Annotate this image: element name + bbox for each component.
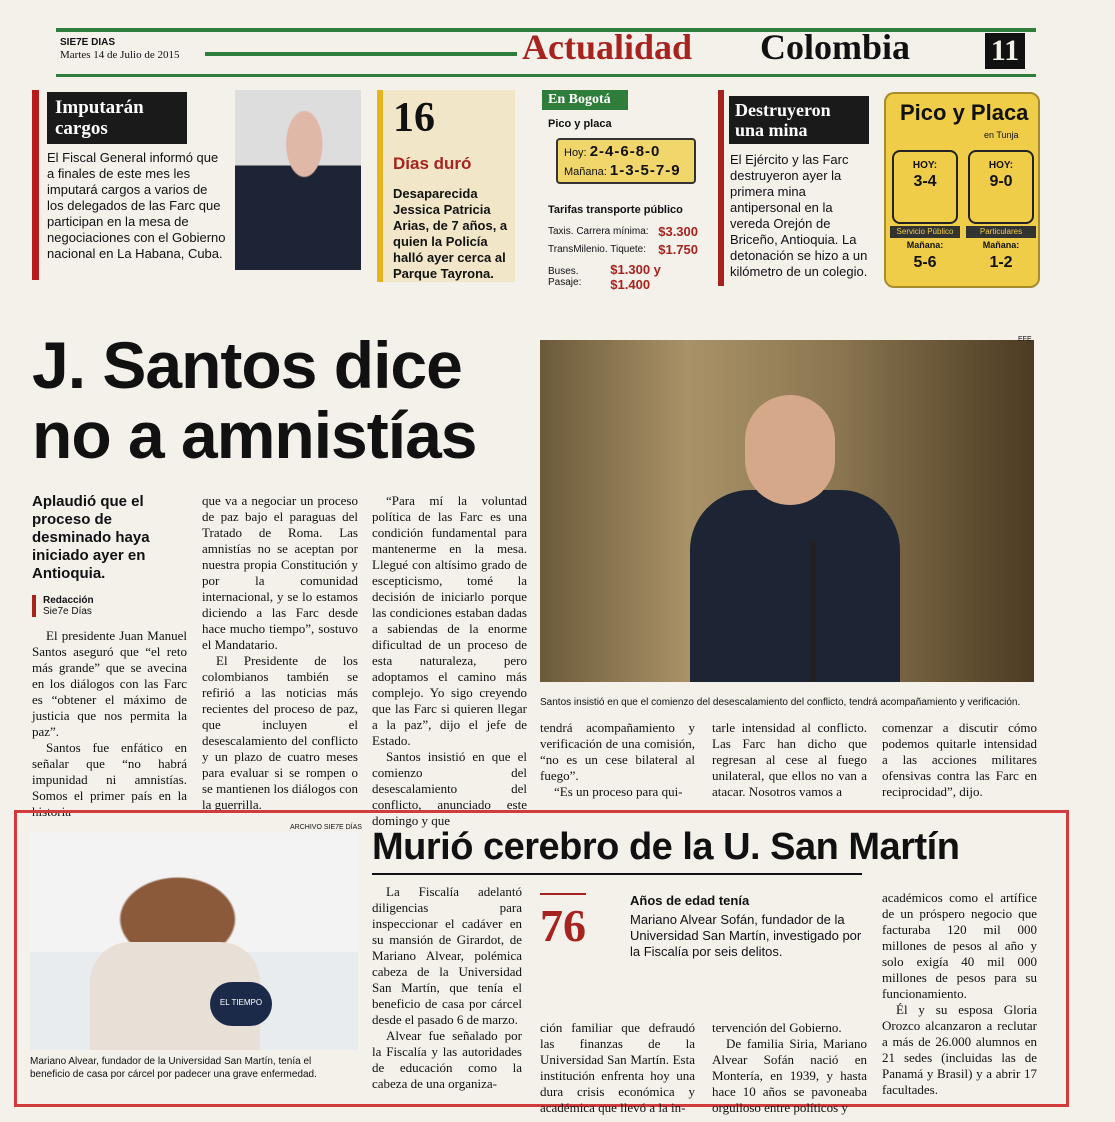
story-column — [540, 1020, 695, 1116]
country-title: Colombia — [760, 27, 911, 67]
brief-dias — [377, 90, 515, 282]
manana-label: Mañana: — [982, 240, 1020, 250]
brief-text: Desaparecida Jessica Patricia Arias, de 7 años, a quien la Policía halló ayer cerca al Parque Tayrona. — [393, 186, 508, 281]
pico-label: Pico y placa — [548, 118, 612, 130]
brief-pico-tunja — [884, 92, 1040, 288]
story-column — [882, 720, 1037, 800]
brand-label: SIE7E DIAS — [60, 37, 116, 48]
story-column — [32, 628, 187, 820]
publico-hoy: 3-4 — [913, 173, 937, 190]
brief-bogota — [540, 90, 705, 292]
stat-text: Mariano Alvear Sofán, fundador de la Universidad San Martín, investigado por la Fiscalía por seis delitos. — [630, 912, 862, 959]
main-deck: Aplaudió que el proceso de desminado haya iniciado ayer en Antioquia. — [32, 493, 150, 582]
story-column — [712, 720, 867, 800]
byline-label: Redacción — [43, 595, 94, 606]
paragraph: comenzar a discutir cómo podemos quitarle intensidad a las acciones militares ofensivas contra las Farc en reciprocidad”, dijo. — [882, 720, 1037, 799]
particular-label: Particulares — [966, 226, 1036, 238]
story-column — [712, 1020, 867, 1116]
story-column — [372, 884, 522, 1092]
stat-number: 76 — [540, 893, 586, 952]
paragraph: Alvear fue señalado por la Fiscalía y las autoridades de educación como la cabeza de una organiza- — [372, 1028, 522, 1091]
publico-label: Servicio Público — [890, 226, 960, 238]
tarifa-value: $3.300 — [658, 224, 698, 239]
story-column — [372, 493, 527, 829]
brief-title: En Bogotá — [542, 90, 628, 110]
plate-widget — [556, 138, 696, 184]
header-bottom-rule — [56, 74, 1036, 77]
tarifa-label: Taxis. Carrera mínima: — [548, 226, 649, 237]
santos-photo — [540, 340, 1034, 682]
photo-caption: Santos insistió en que el comienzo del desescalamiento del conflicto, tendrá acompañamiento y verificación. — [540, 697, 1021, 708]
paragraph: tarle intensidad al conflicto. Las Farc han dicho que regresan al cese al fuego unilateral, que ellos no van a atacar. Nosotros vamos a — [712, 720, 867, 799]
byline — [32, 595, 94, 617]
tarifa-value: $1.750 — [658, 242, 698, 257]
brief-subtitle: Días duró — [393, 154, 472, 173]
main-headline: J. Santos dice no a amnistías — [32, 328, 477, 472]
brief-mina — [718, 90, 868, 286]
paragraph: Santos fue enfático en señalar que “no habrá impunidad ni amnistías. Somos el primer país en la historia — [32, 740, 187, 819]
brief-number: 16 — [393, 95, 435, 141]
paragraph: que va a negociar un proceso de paz bajo el paraguas del Tratado de Roma. Las amnistías no se aceptan por nuestra propia Constitución y por la comunidad internacional, y se lo estamos diciendo a las Farc desde hace mucho tiempo”, sostuvo el Mandatario. — [202, 493, 358, 652]
paragraph: De familia Siria, Mariano Alvear Sofán nació en Montería, en 1939, y hasta hace 10 años se pavoneaba orgulloso entre políticos y — [712, 1036, 867, 1115]
paragraph: “Para mí la voluntad política de las Farc es una condición fundamental para mantenerme en la mesa. Llegué con altísimo grado de escepticismo, tomé la decisión de iniciarlo porque las condiciones estaban dadas a sabiendas de la enorme dificultad de un proceso de esta naturaleza, pero adoptamos el camino más complejo. Yo sigo creyendo que las Farc si quieren llegar a la paz”, dijo el jefe de Estado. — [372, 493, 527, 748]
brief-title: Pico y Placa — [900, 100, 1029, 125]
story-column — [540, 720, 695, 800]
story-column — [882, 890, 1037, 1098]
particular-manana: 1-2 — [989, 254, 1013, 271]
hoy-label: Hoy: — [564, 147, 587, 159]
stat-label: Años de edad tenía — [630, 893, 750, 908]
photo-credit: ARCHIVO SIE7E DÍAS — [290, 824, 362, 831]
byline-source: Sie7e Días — [43, 606, 92, 617]
tarifa-label: TransMilenio. Tiquete: — [548, 244, 647, 255]
paragraph: Él y su esposa Gloria Orozco alcanzaron a reclutar a más de 26.000 alumnos en 21 sedes (incluidas las de Panamá y Brasil) y a abrir 17 facultades. — [882, 1002, 1037, 1097]
hoy-label: HOY: — [988, 160, 1014, 171]
tarifa-row — [548, 262, 698, 292]
header-rule — [205, 52, 517, 56]
particular-hoy: 9-0 — [989, 173, 1013, 190]
paragraph: “Es un proceso para qui- — [554, 784, 683, 799]
publico-manana: 5-6 — [913, 254, 937, 271]
tarifa-value: $1.300 y $1.400 — [610, 262, 661, 292]
mic-label: EL TIEMPO — [219, 998, 263, 1007]
manana-value: 1-3-5-7-9 — [609, 162, 681, 179]
car-icon — [968, 150, 1034, 224]
page-number: 11 — [985, 33, 1025, 69]
paragraph: tendrá acompañamiento y verificación de una comisión, “no es un cese bilateral al fuego”. — [540, 720, 695, 783]
paragraph: académicos como el artífice de un próspero negocio que facturaba 120 mil 000 millones de pesos al año y solo exigía 40 mil 000 millones de pesos para su funcionamiento. — [882, 890, 1037, 1001]
paragraph: Santos insistió en que el comienzo del desescalamiento del conflicto, anunciado este domingo y que — [372, 749, 527, 828]
brief-text: El Fiscal General informó que a finales de este mes les imputará cargos a varios de los delegados de las Farc que participan en la mesa de negociaciones con el Gobierno nacional en La Habana, Cuba. — [47, 150, 226, 261]
brief-subtitle: en Tunja — [984, 130, 1019, 140]
paragraph: ción familiar que defraudó las finanzas de la Universidad San Martín. Esta institución enfrenta hoy una dura crisis económica y académica que llevó a la in- — [540, 1020, 695, 1115]
paragraph: tervención del Gobierno. — [712, 1020, 842, 1035]
manana-label: Mañana: — [906, 240, 944, 250]
issue-date: Martes 14 de Julio de 2015 — [60, 49, 180, 61]
section-title: Actualidad — [522, 27, 693, 67]
tarifa-row — [548, 224, 698, 239]
brief-title: Imputarán cargos — [47, 92, 187, 144]
tarifas-title: Tarifas transporte público — [548, 204, 683, 216]
story-column — [202, 493, 358, 813]
header-meta — [60, 36, 179, 61]
paragraph: El Presidente de los colombianos también se refirió a las noticias más recientes del proceso de paz, que incluyen el desescalamiento del conflicto y un plazo de cuatro meses para evaluar si se rompen o se mantienen los diálogos con la guerrilla. — [202, 653, 358, 812]
headline-rule — [372, 873, 862, 875]
brief-text: El Ejército y las Farc destruyeron ayer la primera mina antipersonal en la vereda Orejón de Briceño, Antioquia. La detonación se hizo a un kilómetro de un colegio. — [730, 152, 868, 279]
manana-label: Mañana: — [564, 166, 607, 178]
paragraph: La Fiscalía adelantó diligencias para inspeccionar el cadáver en su mansión de Girardot, de Mariano Alvear, polémica cabeza de la Universidad San Martín, que tenía el beneficio de casa por cárcel desde el pasado 6 de marzo. — [372, 884, 522, 1027]
paragraph: El presidente Juan Manuel Santos aseguró que “el reto más grande” que se avecina en los diálogos con las Farc es “obtener el máximo de justicia que nos permita la paz”. — [32, 628, 187, 739]
photo-credit: EFE — [1018, 336, 1032, 343]
hoy-value: 2-4-6-8-0 — [589, 143, 661, 160]
photo-caption: Mariano Alvear, fundador de la Universidad San Martín, tenía el beneficio de casa por cárcel por padecer una grave enfermedad. — [30, 1056, 317, 1080]
brief-imputaran — [32, 90, 362, 280]
tarifa-label: Buses. Pasaje: — [548, 266, 582, 288]
fiscal-photo — [235, 90, 361, 270]
brief-title: Destruyeron una mina — [729, 96, 869, 144]
bus-icon — [892, 150, 958, 224]
tarifa-row — [548, 242, 698, 257]
alvear-photo — [30, 832, 358, 1050]
second-headline: Murió cerebro de la U. San Martín — [372, 826, 960, 868]
hoy-label: HOY: — [912, 160, 938, 171]
